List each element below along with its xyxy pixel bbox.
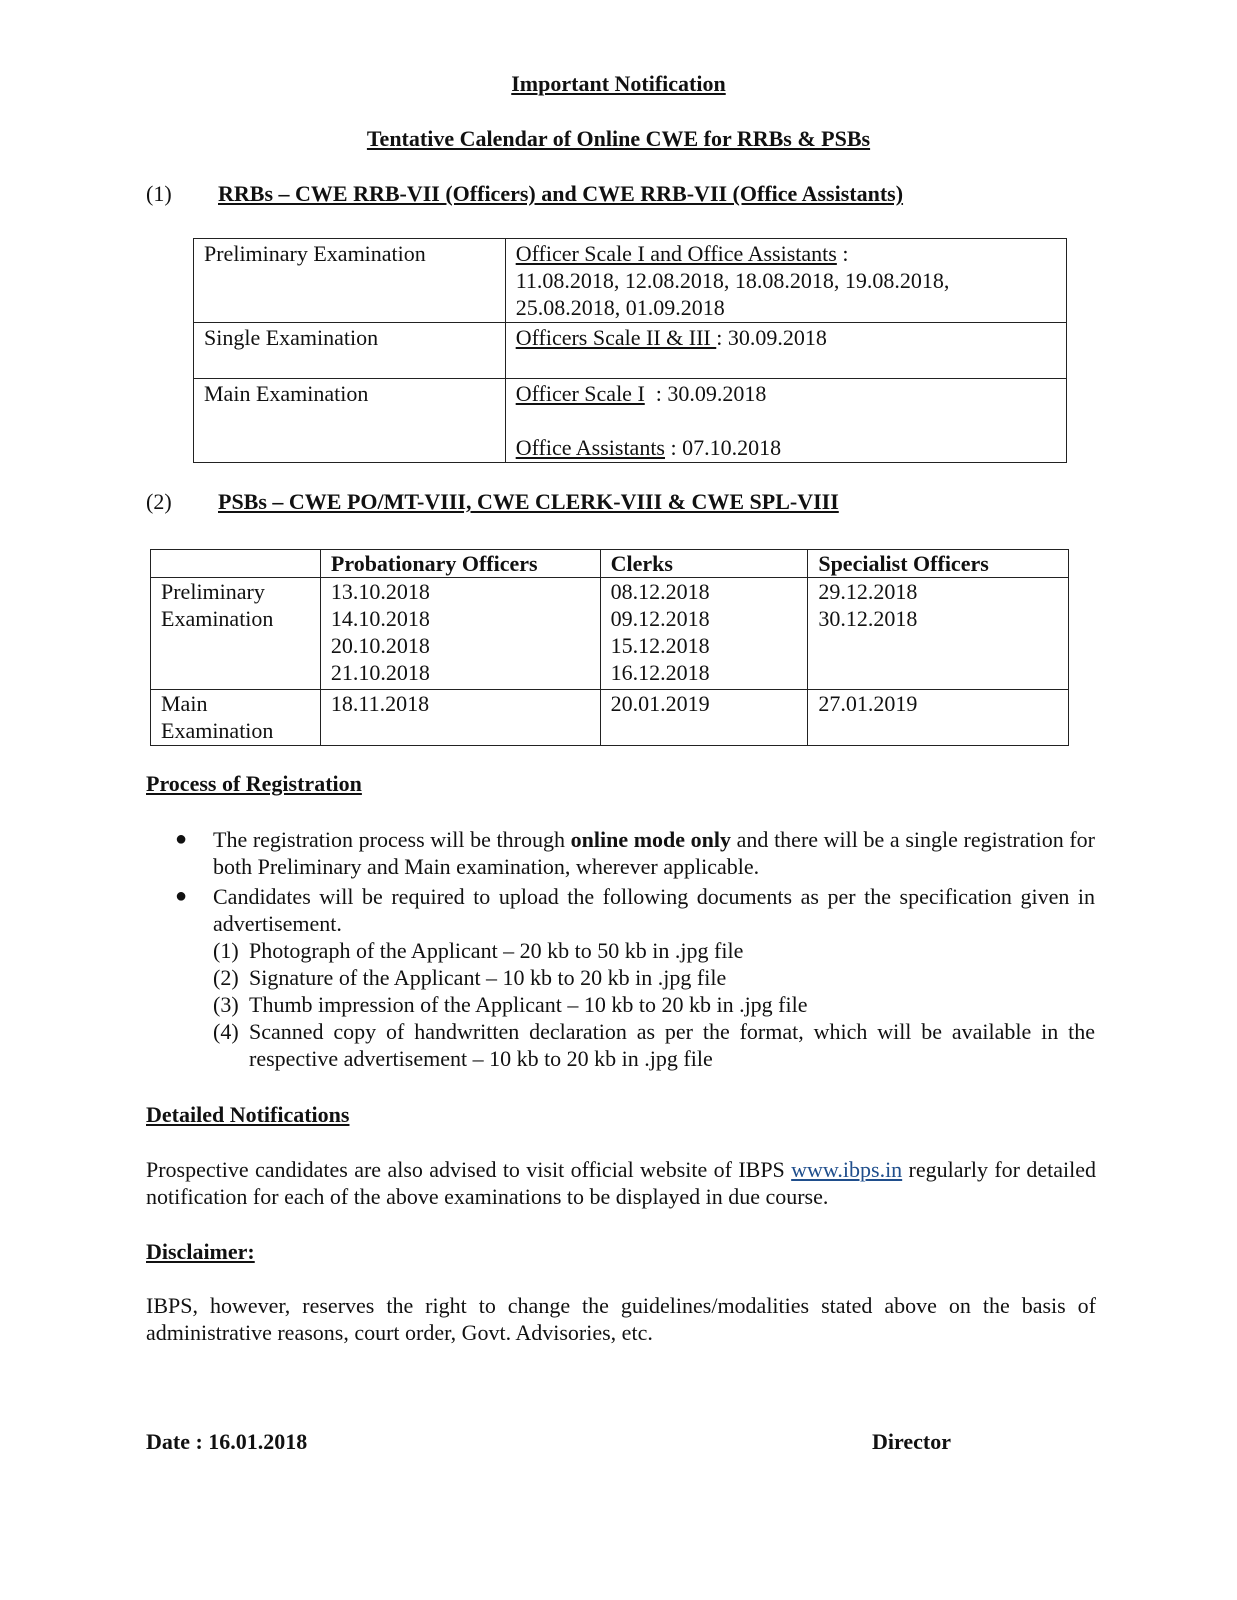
doc-number: (2): [213, 965, 239, 990]
header-cell: Clerks: [600, 550, 808, 578]
table-row: [194, 239, 1067, 323]
label-line: Main: [161, 691, 208, 716]
date: 21.10.2018: [330, 660, 430, 685]
separator: :: [836, 241, 849, 266]
doc-number: (4): [213, 1019, 239, 1044]
row-label: [151, 578, 321, 690]
bullet-icon: ●: [175, 828, 188, 850]
date: 16.12.2018: [610, 660, 710, 685]
so-date: 27.01.2019: [808, 690, 1069, 746]
header-cell: Probationary Officers: [320, 550, 600, 578]
category-label: Office Assistants: [515, 435, 665, 460]
registration-list: [175, 826, 1095, 1072]
doc-text: Signature of the Applicant – 10 kb to 20 kb in .jpg file: [249, 965, 727, 990]
table-row: [194, 379, 1067, 463]
section1-heading: RRBs – CWE RRB-VII (Officers) and CWE RRB-VII (Office Assistants): [218, 181, 904, 206]
disclaimer-heading: Disclaimer:: [146, 1239, 255, 1264]
disclaimer-text: IBPS, however, reserves the right to change the guidelines/modalities stated above on the basis of administrative reasons, court order, Govt. Advisories, etc.: [146, 1293, 1096, 1345]
header-cell: [151, 550, 321, 578]
date: 29.12.2018: [818, 579, 918, 604]
label-line: Preliminary: [161, 579, 265, 604]
signatory: Director: [872, 1429, 951, 1454]
registration-heading: Process of Registration: [146, 771, 362, 796]
text: The registration process will be through: [213, 827, 571, 852]
doc-item: [213, 937, 1095, 964]
rrb-schedule-table: [193, 238, 1067, 463]
doc-item: [213, 964, 1095, 991]
category-label: Officers Scale II & III: [515, 325, 717, 350]
section1-number: (1): [146, 181, 172, 206]
section2-number: (2): [146, 489, 172, 514]
table-row: [194, 323, 1067, 379]
doc-number: (1): [213, 938, 239, 963]
doc-text: Scanned copy of handwritten declaration as per the format, which will be available in the respective advertisement – 10 kb to 20 kb in .jpg file: [249, 1019, 1095, 1071]
row-value: [505, 379, 1066, 463]
doc-text: Photograph of the Applicant – 20 kb to 50 kb in .jpg file: [249, 938, 744, 963]
date-line: 25.08.2018, 01.09.2018: [515, 295, 725, 320]
date: 30.12.2018: [818, 606, 918, 631]
table-header-row: [151, 550, 1069, 578]
row-value: [505, 323, 1066, 379]
clerk-dates: [600, 578, 808, 690]
text: and there will be a single registration for both Preliminary and Main examination, wherever applicable.: [213, 827, 1095, 879]
date: 09.12.2018: [610, 606, 710, 631]
page-subtitle: Tentative Calendar of Online CWE for RRBs & PSBs: [366, 126, 871, 151]
label-line: Examination: [161, 718, 274, 743]
category-label: Officer Scale I: [515, 381, 645, 406]
row-label: Preliminary Examination: [194, 239, 506, 323]
doc-number: (3): [213, 992, 239, 1017]
text: Prospective candidates are also advised to visit official website of IBPS: [146, 1157, 792, 1182]
doc-text: Thumb impression of the Applicant – 10 kb to 20 kb in .jpg file: [249, 992, 808, 1017]
date: 13.10.2018: [330, 579, 430, 604]
po-date: 18.11.2018: [320, 690, 600, 746]
category-label: Officer Scale I and Office Assistants: [515, 241, 837, 266]
row-label: [151, 690, 321, 746]
emphasis: online mode only: [570, 827, 732, 852]
psb-schedule-table: [150, 549, 1069, 746]
text: Candidates will be required to upload the following documents as per the specification given in advertisement.: [213, 884, 1095, 936]
detailed-paragraph: [146, 1156, 1096, 1210]
clerk-date: 20.01.2019: [600, 690, 808, 746]
header-cell: Specialist Officers: [808, 550, 1069, 578]
date-value: : 30.09.2018: [716, 325, 827, 350]
date-line: Date : 16.01.2018: [146, 1429, 308, 1454]
po-dates: [320, 578, 600, 690]
doc-item: [213, 1018, 1095, 1072]
date: 08.12.2018: [610, 579, 710, 604]
detailed-heading: Detailed Notifications: [146, 1102, 350, 1127]
section2-heading: PSBs – CWE PO/MT-VIII, CWE CLERK-VIII & CWE SPL-VIII: [218, 489, 839, 514]
doc-item: [213, 991, 1095, 1018]
row-value: [505, 239, 1066, 323]
date-value: : 30.09.2018: [644, 381, 767, 406]
text: regularly for detailed notification for each of the above examinations to be displayed in due course.: [146, 1157, 1096, 1209]
so-dates: [808, 578, 1069, 690]
page-title: Important Notification: [511, 71, 726, 96]
list-item: [175, 883, 1095, 1072]
date-line: 11.08.2018, 12.08.2018, 18.08.2018, 19.08.2018,: [515, 268, 950, 293]
date-value: : 07.10.2018: [665, 435, 782, 460]
list-item: [175, 826, 1095, 880]
date: 15.12.2018: [610, 633, 710, 658]
row-label: Main Examination: [194, 379, 506, 463]
row-label: Single Examination: [194, 323, 506, 379]
bullet-icon: ●: [175, 885, 188, 907]
date: 14.10.2018: [330, 606, 430, 631]
ibps-website-link[interactable]: www.ibps.in: [791, 1157, 903, 1182]
date: 20.10.2018: [330, 633, 430, 658]
label-line: Examination: [161, 606, 274, 631]
table-row: [151, 578, 1069, 690]
table-row: [151, 690, 1069, 746]
